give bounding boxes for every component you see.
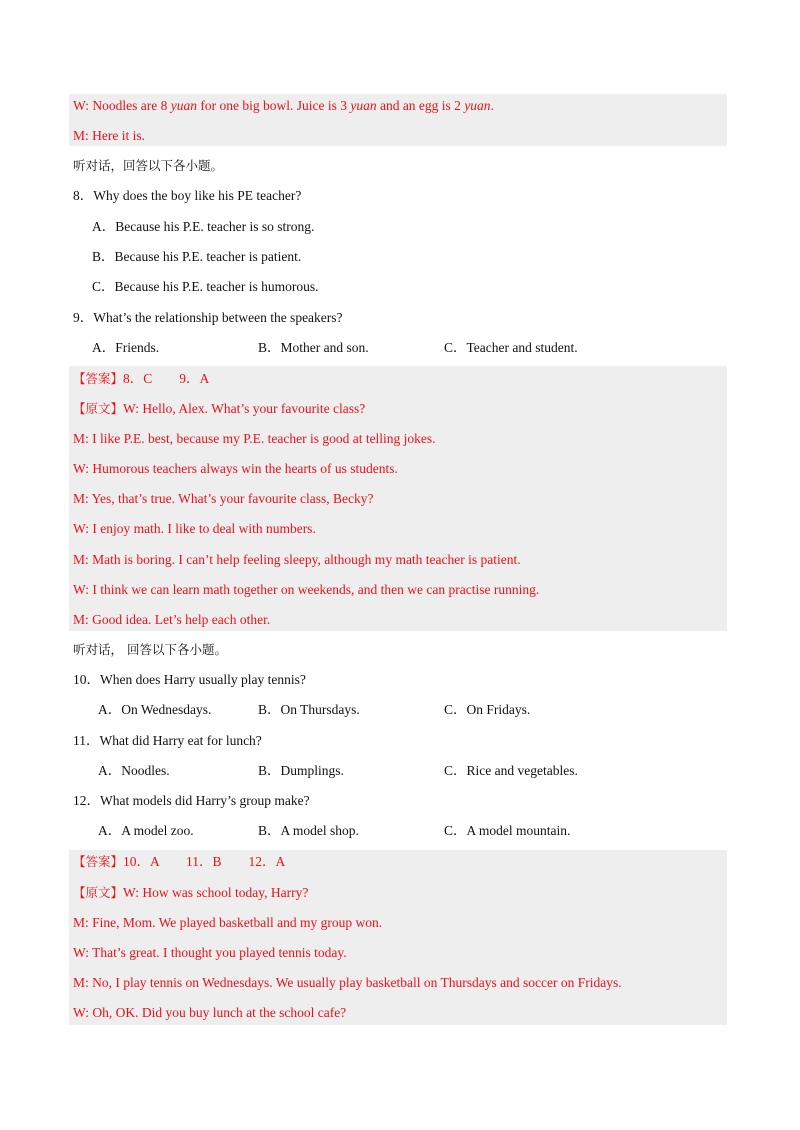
transcript-line: W: Noodles are 8 yuan for one big bowl. Juice is 3 yuan and an egg is 2 yuan. [73, 98, 494, 113]
answer-tag: 【答案】 [73, 371, 124, 386]
option-a: A．On Wednesdays. [98, 702, 212, 717]
option-c: C．Rice and vegetables. [444, 763, 578, 778]
question-stem: 9．What’s the relationship between the speakers? [73, 310, 343, 325]
transcript-line: M: No, I play tennis on Wednesdays. We usually play basketball on Thursdays and soccer on Fridays. [73, 975, 622, 990]
option-a: A．A model zoo. [98, 823, 194, 838]
option-c: C．Teacher and student. [444, 340, 578, 355]
transcript-tag: 【原文】 [73, 401, 124, 416]
transcript-line: M: Yes, that’s true. What’s your favourite class, Becky? [73, 491, 374, 506]
option-b: B．On Thursdays. [258, 702, 360, 717]
transcript-tag: 【原文】 [73, 885, 124, 900]
answer-text: 10．A 11．B 12．A [123, 854, 286, 869]
section-instruction: 听对话，回答以下各小题。 [73, 158, 224, 173]
option-a: A．Friends. [92, 340, 160, 355]
transcript-line: M: Fine, Mom. We played basketball and my group won. [73, 915, 383, 930]
transcript-line: M: Here it is. [73, 128, 145, 143]
section-instruction: 听对话， 回答以下各小题。 [73, 642, 227, 657]
transcript-line: M: Math is boring. I can’t help feeling sleepy, although my math teacher is patient. [73, 552, 521, 567]
answer-line [73, 849, 285, 875]
transcript-line: M: Good idea. Let’s help each other. [73, 612, 271, 627]
option-a: A．Noodles. [98, 763, 170, 778]
option-c: C．Because his P.E. teacher is humorous. [92, 279, 319, 294]
transcript-line: 【原文】W: How was school today, Harry? [73, 885, 309, 900]
transcript-line: W: Oh, OK. Did you buy lunch at the school cafe? [73, 1005, 347, 1020]
option-c: C．On Fridays. [444, 702, 531, 717]
option-b: B．A model shop. [258, 823, 359, 838]
answer-line [73, 366, 209, 392]
question-stem: 10．When does Harry usually play tennis? [73, 672, 306, 687]
option-c: C．A model mountain. [444, 823, 571, 838]
option-b: B．Dumplings. [258, 763, 344, 778]
option-b: B．Mother and son. [258, 340, 369, 355]
question-stem: 11．What did Harry eat for lunch? [73, 733, 262, 748]
transcript-line: 【原文】W: Hello, Alex. What’s your favourite class? [73, 401, 366, 416]
question-stem: 8．Why does the boy like his PE teacher? [73, 188, 302, 203]
answer-block-shade [69, 850, 727, 1025]
transcript-line: W: That’s great. I thought you played tennis today. [73, 945, 347, 960]
transcript-line: W: I enjoy math. I like to deal with numbers. [73, 521, 316, 536]
transcript-line: W: Humorous teachers always win the hearts of us students. [73, 461, 398, 476]
question-stem: 12．What models did Harry’s group make? [73, 793, 310, 808]
option-a: A．Because his P.E. teacher is so strong. [92, 219, 315, 234]
answer-text: 8．C 9．A [123, 371, 210, 386]
answer-tag: 【答案】 [73, 854, 124, 869]
option-b: B．Because his P.E. teacher is patient. [92, 249, 302, 264]
transcript-line: W: I think we can learn math together on weekends, and then we can practise running. [73, 582, 540, 597]
transcript-line: M: I like P.E. best, because my P.E. teacher is good at telling jokes. [73, 431, 436, 446]
